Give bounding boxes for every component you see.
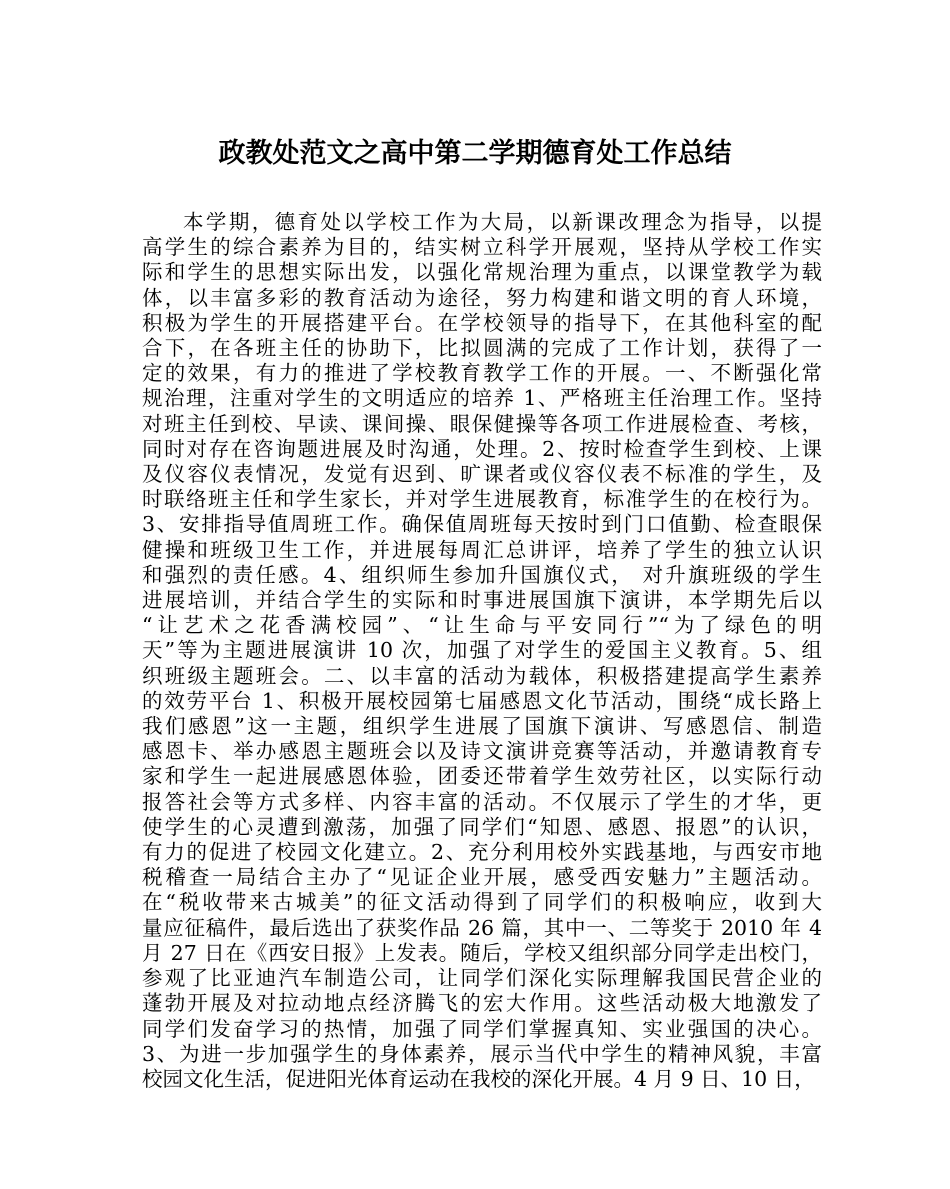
body-line: 月 27 日在《西安日报》上发表。随后，学校又组织部分同学走出校门， [142,940,822,965]
body-line: 我们感恩”这一主题，组织学生进展了国旗下演讲、写感恩信、制造 [142,714,822,739]
body-line: 同时对存在咨询题进展及时沟通，处理。2、按时检查学生到校、上课 [142,436,822,461]
body-line: 规治理，注重对学生的文明适应的培养 1、严格班主任治理工作。坚持 [142,386,822,411]
body-line: “让艺术之花香满校园”、“让生命与平安同行”“为了绿色的明 [142,613,822,638]
body-line: 参观了比亚迪汽车制造公司，让同学们深化实际理解我国民营企业的 [142,966,822,991]
body-line: 对班主任到校、早读、课间操、眼保健操等各项工作进展检查、考核， [142,411,822,436]
body-line: 量应征稿件，最后选出了获奖作品 26 篇，其中一、二等奖于 2010 年 4 [142,915,822,940]
body-line: 合下，在各班主任的协助下，比拟圆满的完成了工作计划，获得了一 [142,336,822,361]
body-line: 报答社会等方式多样、内容丰富的活动。不仅展示了学生的才华，更 [142,789,822,814]
body-line: 本学期，德育处以学校工作为大局，以新课改理念为指导，以提 [183,210,822,234]
body-line: 使学生的心灵遭到激荡，加强了同学们“知恩、感恩、报恩”的认识， [142,814,822,839]
body-line: 家和学生一起进展感恩体验，团委还带着学生效劳社区，以实际行动 [142,764,822,789]
body-line: 感恩卡、举办感恩主题班会以及诗文演讲竞赛等活动，并邀请教育专 [142,739,822,764]
body-line: 校园文化生活，促进阳光体育运动在我校的深化开展。4 月 9 日、10 日， [142,1066,815,1091]
body-line: 健操和班级卫生工作，并进展每周汇总讲评，培养了学生的独立认识 [142,537,822,562]
body-line: 在“税收带来古城美”的征文活动得到了同学们的积极响应，收到大 [142,890,822,915]
body-line: 定的效果，有力的推进了学校教育教学工作的开展。一、不断强化常 [142,361,822,386]
body-line: 蓬勃开展及对拉动地点经济腾飞的宏大作用。这些活动极大地激发了 [142,991,822,1016]
body-line: 体，以丰富多彩的教育活动为途径，努力构建和谐文明的育人环境， [142,285,822,310]
body-line: 积极为学生的开展搭建平台。在学校领导的指导下，在其他科室的配 [142,310,822,335]
document-body [142,210,822,1092]
body-line: 有力的促进了校园文化建立。2、充分利用校外实践基地，与西安市地 [142,840,822,865]
body-line: 际和学生的思想实际出发，以强化常规治理为重点，以课堂教学为载 [142,260,822,285]
body-line: 3、安排指导值周班工作。确保值周班每天按时到门口值勤、检查眼保 [142,512,822,537]
body-line: 税稽查一局结合主办了“见证企业开展，感受西安魅力”主题活动。 [142,865,822,890]
body-line: 和强烈的责任感。4、组织师生参加升国旗仪式， 对升旗班级的学生 [142,562,822,587]
body-line: 天”等为主题进展演讲 10 次，加强了对学生的爱国主义教育。5、组 [142,638,822,663]
body-line: 高学生的综合素养为目的，结实树立科学开展观，坚持从学校工作实 [142,235,822,260]
body-line: 3、为进一步加强学生的身体素养，展示当代中学生的精神风貌，丰富 [142,1041,822,1066]
document-title: 政教处范文之高中第二学期德育处工作总结 [218,138,732,169]
body-line: 织班级主题班会。二、以丰富的活动为载体，积极搭建提高学生素养 [142,663,822,688]
body-line: 时联络班主任和学生家长，并对学生进展教育，标准学生的在校行为。 [142,487,822,512]
body-line: 同学们发奋学习的热情，加强了同学们掌握真知、实业强国的决心。 [142,1016,822,1041]
body-line: 的效劳平台 1、积极开展校园第七届感恩文化节活动，围绕“成长路上 [142,688,822,713]
body-line: 及仪容仪表情况，发觉有迟到、旷课者或仪容仪表不标准的学生，及 [142,462,822,487]
body-line: 进展培训，并结合学生的实际和时事进展国旗下演讲，本学期先后以 [142,588,822,613]
